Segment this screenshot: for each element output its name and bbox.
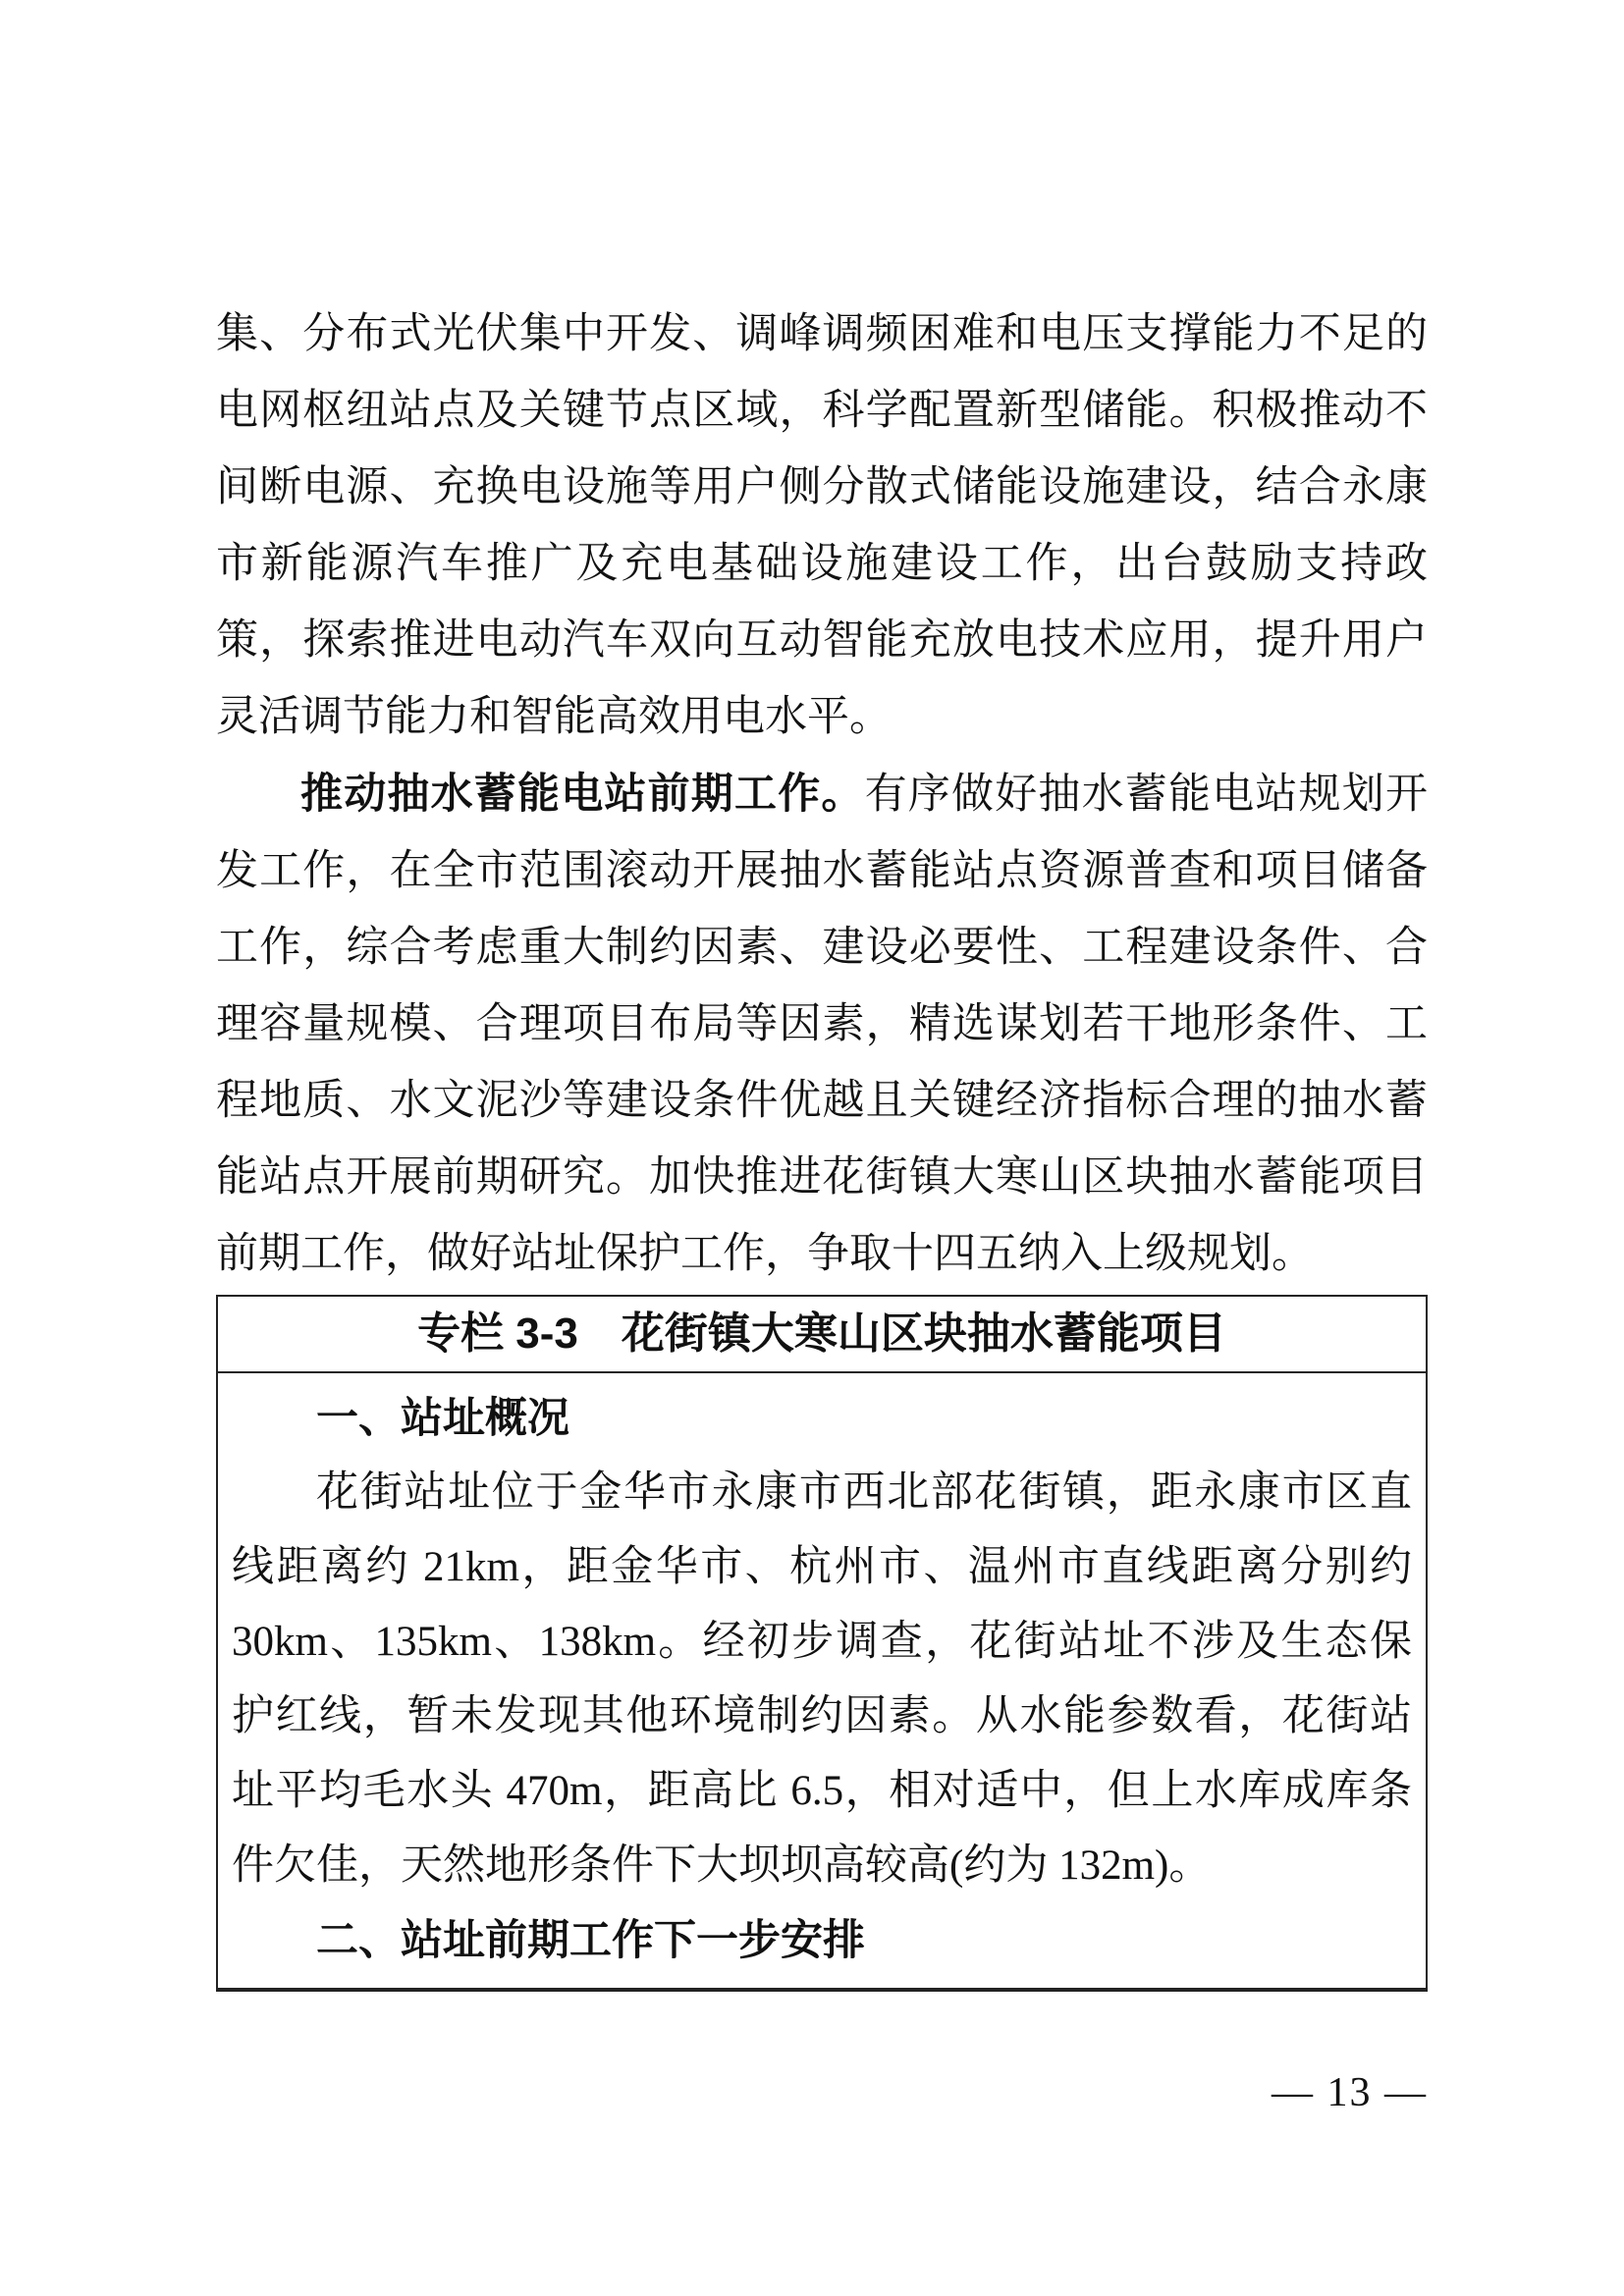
paragraph-continued-lines: [216, 296, 1428, 756]
text-line: 间断电源、充换电设施等用户侧分散式储能设施建设，结合永康: [216, 464, 1428, 510]
text-line: 理容量规模、合理项目布局等因素，精选谋划若干地形条件、工: [216, 1001, 1428, 1047]
text-line: 工作，综合考虑重大制约因素、建设必要性、工程建设条件、合: [216, 925, 1428, 971]
box-paragraph-lines: [232, 1530, 1412, 1903]
lead-line-rest: 有序做好抽水蓄能电站规划开: [864, 772, 1429, 818]
box-text-line: 护红线，暂未发现其他环境制约因素。从水能参数看，花街站: [232, 1693, 1412, 1739]
text-block: [216, 296, 1428, 1992]
callout-box-body: [218, 1373, 1426, 1988]
box-text-line: 件欠佳，天然地形条件下大坝坝高较高(约为 132m)。: [232, 1842, 1212, 1889]
box-text-line: 线距离约 21km，距金华市、杭州市、温州市直线距离分别约: [232, 1544, 1412, 1590]
text-line: 电网枢纽站点及关键节点区域，科学配置新型储能。积极推动不: [216, 388, 1428, 434]
text-line: 灵活调节能力和智能高效用电水平。: [216, 694, 892, 740]
box-text-line: 址平均毛水头 470m，距高比 6.5，相对适中，但上水库成库条: [232, 1768, 1412, 1814]
section1-heading: 一、站址概况: [316, 1395, 569, 1442]
text-line: 集、分布式光伏集中开发、调峰调频困难和电压支撑能力不足的: [216, 311, 1428, 357]
text-line: 能站点开展前期研究。加快推进花街镇大寒山区块抽水蓄能项目: [216, 1154, 1428, 1201]
box-text-line: 30km、135km、138km。经初步调查，花街站址不涉及生态保: [232, 1619, 1412, 1665]
callout-box-title: 专栏 3-3 花街镇大寒山区块抽水蓄能项目: [218, 1297, 1426, 1373]
text-line: 前期工作，做好站址保护工作，争取十四五纳入上级规划。: [216, 1231, 1314, 1277]
bold-lead-text: 推动抽水蓄能电站前期工作。: [300, 771, 865, 818]
paragraph-pumped-storage-lines: [216, 833, 1428, 1293]
callout-box-3-3: [216, 1295, 1428, 1992]
text-line: 策，探索推进电动汽车双向互动智能充放电技术应用，提升用户: [216, 617, 1428, 664]
page-number: — 13 —: [1272, 2070, 1428, 2115]
box-paragraph-first-line: 花街站址位于金华市永康市西北部花街镇，距永康市区直: [316, 1469, 1412, 1516]
section2-heading: 二、站址前期工作下一步安排: [316, 1917, 865, 1964]
paragraph-pumped-storage: [216, 756, 1428, 1293]
text-line: 市新能源汽车推广及充电基础设施建设工作，出台鼓励支持政: [216, 541, 1428, 587]
text-line: 发工作，在全市范围滚动开展抽水蓄能站点资源普查和项目储备: [216, 848, 1428, 894]
text-line: 程地质、水文泥沙等建设条件优越且关键经济指标合理的抽水蓄: [216, 1078, 1428, 1124]
paragraph-lead-line: [216, 756, 1428, 833]
paragraph-continued: [216, 296, 1428, 756]
